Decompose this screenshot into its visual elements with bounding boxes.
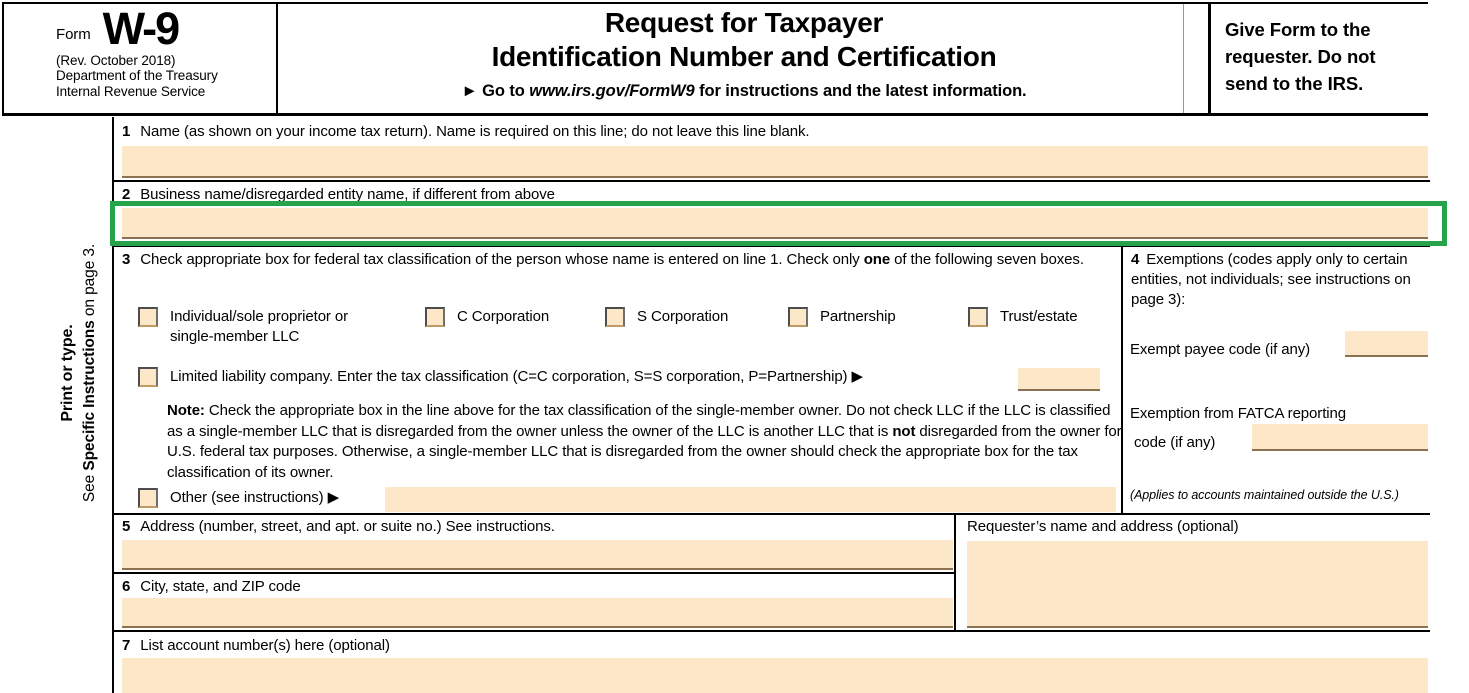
see-text: See — [81, 470, 98, 503]
form-title-block — [280, 4, 1208, 113]
classification-option-trust — [968, 307, 1077, 327]
llc-label: Limited liability company. Enter the tax classification (C=C corporation, S=S corporation, P=Partnership) ▶ — [170, 368, 863, 385]
form-word: Form — [56, 26, 91, 43]
give-form-note: Give Form to the requester. Do not send to the IRS. — [1208, 4, 1430, 113]
city-state-zip-label: 6 City, state, and ZIP code — [122, 578, 301, 595]
llc-checkbox[interactable] — [138, 367, 158, 387]
note-not-bold: not — [892, 422, 916, 440]
line2-number: 2 — [122, 186, 131, 203]
line6-number: 6 — [122, 578, 131, 595]
exemptions-label: 4 Exemptions (codes apply only to certain entities, not individuals; see instructions on page 3): — [1131, 251, 1411, 308]
print-or-type-sidebar — [57, 123, 111, 623]
classification-text-post: of the following seven boxes. — [890, 251, 1084, 268]
classification-option-c-corp — [425, 307, 549, 327]
divider-row6-row7 — [112, 630, 1430, 632]
trust-estate-checkbox[interactable] — [968, 307, 988, 327]
page-title-line2: Identification Number and Certification — [491, 41, 997, 72]
line7-number: 7 — [122, 637, 131, 654]
trust-estate-label: Trust/estate — [1000, 308, 1078, 325]
s-corporation-checkbox[interactable] — [605, 307, 625, 327]
llc-arrow-icon: ▶ — [851, 368, 863, 385]
goto-text-post: for instructions and the latest information. — [694, 82, 1027, 100]
classification-option-llc — [138, 367, 1118, 387]
requester-label: Requester’s name and address (optional) — [967, 518, 1239, 535]
highlight-box — [110, 201, 1447, 246]
page3-text: on page 3. — [81, 243, 98, 321]
classification-option-other — [138, 488, 339, 508]
treasury-line: Department of the Treasury — [56, 68, 218, 83]
llc-note: Note: Check the appropriate box in the line above for the tax classification of the single-member owner. Do not check LLC if the LLC is classified as a single-member LLC that is disregarded from the owner unless the owner of the LLC is another LLC that is not disregarded from the owner for U.S. federal tax purposes. Otherwise, a single-member LLC that is disregarded from the owner should check the appropriate box for the tax classification of its owner. — [167, 402, 1122, 481]
address-label: 5 Address (number, street, and apt. or suite no.) See instructions. — [122, 518, 555, 535]
s-corporation-label: S Corporation — [637, 308, 729, 325]
business-name-label: 2 Business name/disregarded entity name, if different from above — [122, 186, 555, 203]
goto-url: www.irs.gov/FormW9 — [529, 82, 695, 100]
form-revision: (Rev. October 2018) — [56, 53, 176, 68]
classification-option-individual — [138, 307, 398, 347]
print-or-type-label: Print or type. — [59, 324, 76, 422]
form-identity-block — [4, 4, 278, 113]
exempt-payee-label: Exempt payee code (if any) — [1130, 341, 1310, 358]
line1-number: 1 — [122, 123, 131, 140]
divider-sec3-row5 — [112, 513, 1430, 515]
individual-label: Individual/sole proprietor or single-member LLC — [170, 308, 349, 345]
name-input[interactable] — [122, 146, 1428, 178]
c-corporation-checkbox[interactable] — [425, 307, 445, 327]
name-label: 1 Name (as shown on your income tax return). Name is required on this line; do not leave this line blank. — [122, 123, 810, 140]
tax-classification-label — [122, 250, 1112, 270]
divider-address-requester — [954, 513, 956, 632]
exempt-payee-input[interactable] — [1345, 331, 1428, 357]
divider-row5-row6 — [112, 572, 954, 574]
classification-text-pre: Check appropriate box for federal tax classification of the person whose name is entered on line 1. Check only — [140, 251, 864, 268]
other-checkbox[interactable] — [138, 488, 158, 508]
form-number: W-9 — [102, 3, 179, 54]
other-input[interactable] — [385, 487, 1116, 512]
form-header — [2, 2, 1428, 116]
goto-instructions — [280, 82, 1208, 101]
fatca-applies-note: (Applies to accounts maintained outside the U.S.) — [1130, 488, 1399, 502]
classification-option-partnership — [788, 307, 896, 327]
goto-text-pre: Go to — [477, 82, 530, 100]
individual-checkbox[interactable] — [138, 307, 158, 327]
line3-number: 3 — [122, 251, 131, 268]
account-numbers-input[interactable] — [122, 658, 1428, 693]
classification-option-s-corp — [605, 307, 728, 327]
specific-instructions-label — [79, 123, 101, 623]
line4-number: 4 — [1131, 251, 1140, 268]
fatca-label-line1: Exemption from FATCA reporting — [1130, 405, 1346, 422]
partnership-checkbox[interactable] — [788, 307, 808, 327]
partnership-label: Partnership — [820, 308, 896, 325]
address-input[interactable] — [122, 540, 953, 570]
fatca-label-line2: code (if any) — [1134, 434, 1216, 451]
arrow-right-icon: ► — [461, 82, 478, 100]
header-inner-divider — [1183, 4, 1184, 113]
irs-line: Internal Revenue Service — [56, 83, 206, 99]
requester-input[interactable] — [967, 541, 1428, 628]
divider-row1-row2 — [112, 180, 1430, 182]
fatca-input[interactable] — [1252, 424, 1428, 451]
specific-instructions-bold: Specific Instructions — [81, 320, 98, 471]
c-corporation-label: C Corporation — [457, 308, 550, 325]
classification-one-bold: one — [863, 251, 891, 268]
city-state-zip-input[interactable] — [122, 598, 953, 628]
account-numbers-label: 7 List account number(s) here (optional) — [122, 637, 390, 654]
other-label: Other (see instructions) ▶ — [170, 489, 339, 506]
note-bold: Note: — [167, 402, 205, 419]
other-arrow-icon: ▶ — [327, 489, 339, 506]
page-title-line1: Request for Taxpayer — [604, 7, 884, 38]
llc-classification-input[interactable] — [1018, 368, 1100, 391]
line5-number: 5 — [122, 518, 131, 535]
